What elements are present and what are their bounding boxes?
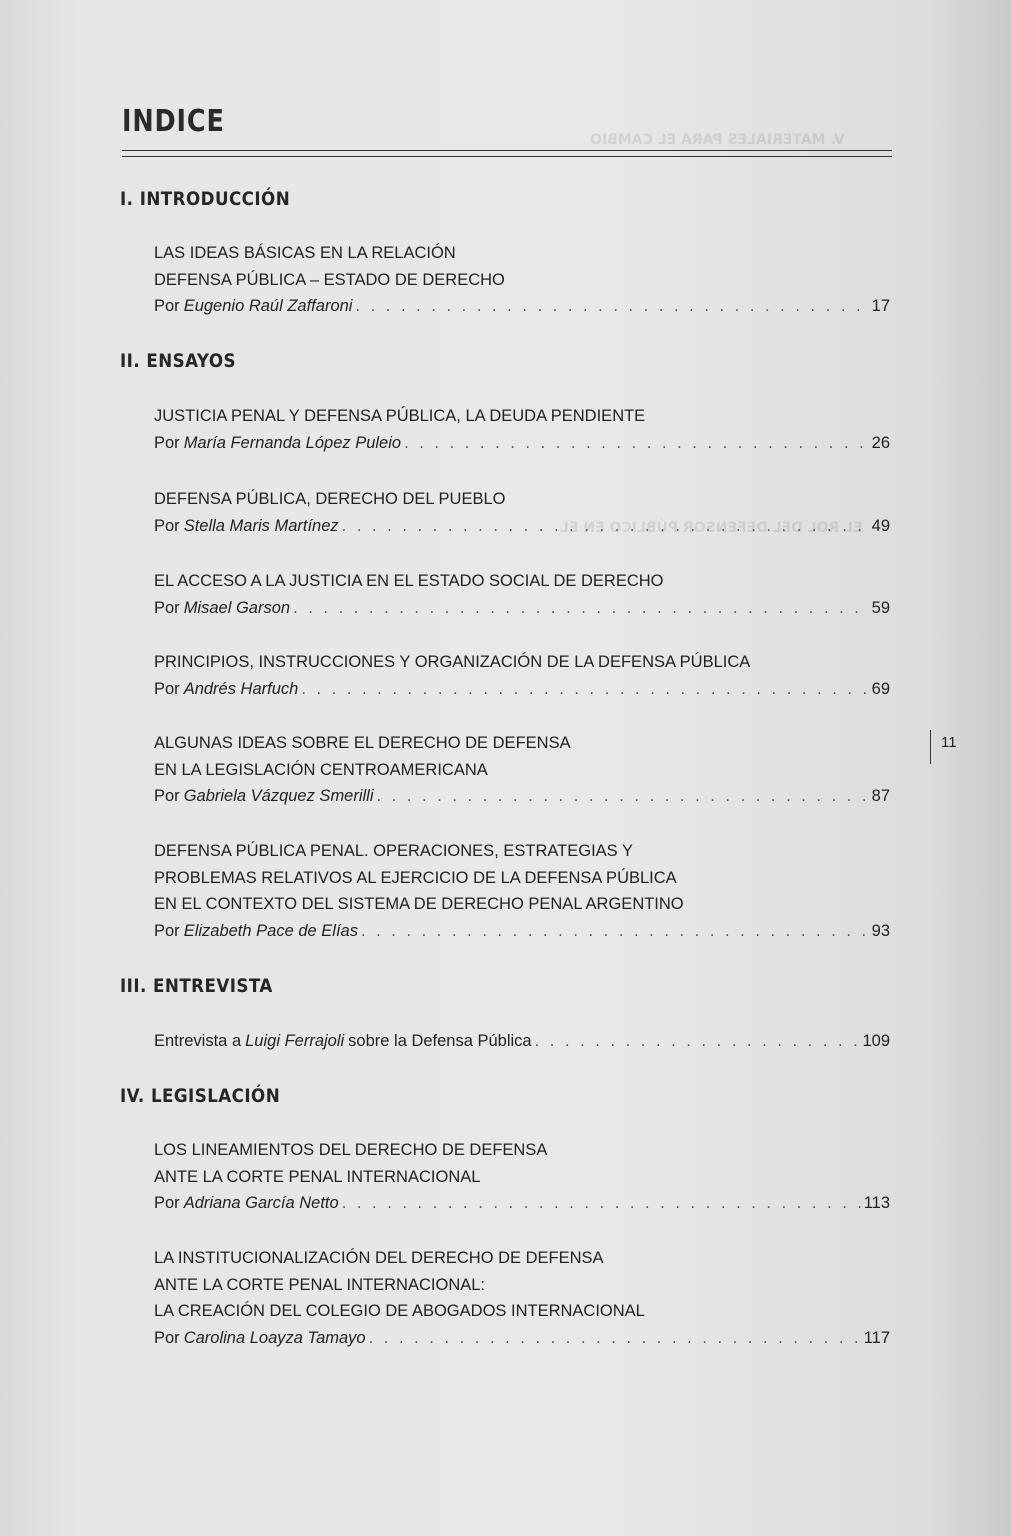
page-number: 49: [871, 516, 890, 535]
entry-byline: [154, 918, 890, 945]
entry-title-line: LOS LINEAMIENTOS DEL DERECHO DE DEFENSA: [154, 1141, 548, 1159]
entry-author: Carolina Loayza Tamayo: [183, 1328, 366, 1347]
toc-entry[interactable]: [154, 486, 890, 539]
dot-leader: [342, 513, 869, 540]
dot-leader: [301, 676, 868, 703]
dot-leader: [377, 783, 869, 810]
dot-leader: [361, 918, 869, 945]
entry-byline: [154, 513, 890, 540]
entry-byline: [154, 676, 890, 703]
entry-byline: [154, 1190, 890, 1217]
byline-prefix: Por: [154, 1194, 180, 1212]
entry-byline: [154, 1325, 890, 1352]
page-number: 26: [871, 433, 890, 452]
title-rule: [122, 156, 892, 157]
toc-entry[interactable]: [154, 730, 890, 810]
byline-prefix: Por: [154, 433, 180, 452]
dot-leader: [404, 430, 869, 457]
toc-entry[interactable]: [154, 1137, 890, 1217]
entry-title-line: EL ACCESO A LA JUSTICIA EN EL ESTADO SOCIAL DE DERECHO: [154, 572, 664, 590]
toc-entry[interactable]: [154, 1028, 890, 1055]
dot-leader: [369, 1325, 861, 1352]
toc-entry[interactable]: [154, 838, 890, 944]
toc-entry[interactable]: [154, 240, 890, 320]
page-number: 87: [871, 787, 890, 805]
dot-leader: [355, 293, 868, 320]
section-heading: IV. LEGISLACIÓN: [120, 1085, 281, 1107]
title-rule: [122, 150, 892, 151]
entry-author: Adriana García Netto: [183, 1194, 339, 1212]
page-number: 113: [863, 1194, 890, 1212]
entry-author: Misael Garson: [183, 598, 291, 617]
section-heading: III. ENTREVISTA: [120, 975, 273, 997]
entry-title-line: EN EL CONTEXTO DEL SISTEMA DE DERECHO PENAL ARGENTINO: [154, 895, 684, 913]
page-number: 69: [871, 679, 890, 698]
page-number: 17: [871, 297, 890, 315]
entry-author: Stella Maris Martínez: [183, 516, 339, 535]
entry-byline: [154, 1028, 890, 1055]
entry-title-line: JUSTICIA PENAL Y DEFENSA PÚBLICA, LA DEUDA PENDIENTE: [154, 407, 646, 425]
entry-byline: [154, 293, 890, 320]
entry-title-line: EN LA LEGISLACIÓN CENTROAMERICANA: [154, 760, 488, 779]
entry-author: Elizabeth Pace de Elías: [183, 921, 358, 940]
toc-entry[interactable]: [154, 649, 890, 702]
entry-title-line: ALGUNAS IDEAS SOBRE EL DERECHO DE DEFENSA: [154, 734, 571, 752]
entry-title-line: LA INSTITUCIONALIZACIÓN DEL DERECHO DE DEFENSA: [154, 1249, 604, 1267]
dot-leader: [342, 1190, 861, 1217]
entry-byline: [154, 595, 890, 622]
entry-byline: [154, 783, 890, 810]
byline-prefix: Entrevista a: [154, 1032, 242, 1050]
entry-title-line: DEFENSA PÚBLICA, DERECHO DEL PUEBLO: [154, 490, 506, 508]
bleed-through-text: V. MATERIALES PARA EL CAMBIO: [590, 132, 845, 148]
entry-title-line: ANTE LA CORTE PENAL INTERNACIONAL:: [154, 1275, 485, 1294]
entry-title-line: DEFENSA PÚBLICA – ESTADO DE DERECHO: [154, 270, 505, 289]
entry-title-line: LAS IDEAS BÁSICAS EN LA RELACIÓN: [154, 244, 456, 262]
toc-entry[interactable]: [154, 403, 890, 456]
page-title: INDICE: [122, 104, 225, 139]
bleed-through-text: EL ROL DEL DEFENSOR PÚBLICO EN EL: [560, 520, 863, 536]
entry-author: María Fernanda López Puleio: [183, 433, 402, 452]
entry-author: Eugenio Raúl Zaffaroni: [183, 297, 353, 315]
entry-title-line: ANTE LA CORTE PENAL INTERNACIONAL: [154, 1167, 481, 1186]
section-heading: I. INTRODUCCIÓN: [120, 188, 291, 210]
byline-prefix: Por: [154, 921, 180, 940]
page-number: 93: [871, 921, 890, 940]
entry-title-line: LA CREACIÓN DEL COLEGIO DE ABOGADOS INTERNACIONAL: [154, 1302, 645, 1320]
entry-byline: [154, 430, 890, 457]
toc-entry[interactable]: [154, 1245, 890, 1351]
page-number: 117: [863, 1328, 890, 1347]
byline-prefix: Por: [154, 787, 180, 805]
byline-prefix: Por: [154, 679, 180, 698]
byline-prefix: Por: [154, 516, 180, 535]
page-number: 59: [871, 598, 890, 617]
dot-leader: [293, 595, 869, 622]
toc-entry[interactable]: [154, 568, 890, 621]
entry-author: Gabriela Vázquez Smerilli: [183, 787, 374, 805]
entry-author: Luigi Ferrajoli: [245, 1032, 345, 1050]
page-number: 109: [862, 1032, 890, 1050]
entry-author: Andrés Harfuch: [183, 679, 299, 698]
byline-prefix: Por: [154, 297, 180, 315]
entry-title-line: PROBLEMAS RELATIVOS AL EJERCICIO DE LA DEFENSA PÚBLICA: [154, 868, 677, 887]
entry-title-suffix: sobre la Defensa Pública: [348, 1032, 532, 1050]
byline-prefix: Por: [154, 1328, 180, 1347]
entry-title-line: DEFENSA PÚBLICA PENAL. OPERACIONES, ESTRATEGIAS Y: [154, 842, 633, 860]
section-heading: II. ENSAYOS: [120, 350, 237, 372]
byline-prefix: Por: [154, 598, 180, 617]
entry-title-line: PRINCIPIOS, INSTRUCCIONES Y ORGANIZACIÓN DE LA DEFENSA PÚBLICA: [154, 653, 751, 671]
dot-leader: [535, 1028, 860, 1055]
folio-page-number: 11: [930, 730, 981, 764]
